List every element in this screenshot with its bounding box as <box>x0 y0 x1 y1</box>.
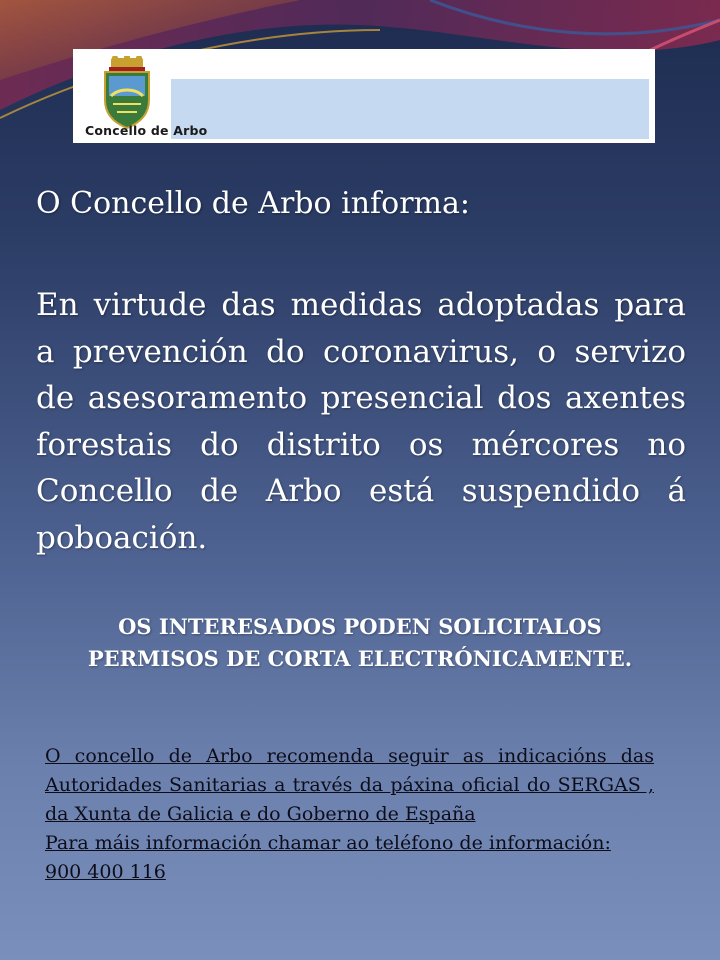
health-recommendation <box>45 742 654 887</box>
header-banner <box>73 49 655 143</box>
recommendation-text: O concello de Arbo recomenda seguir as indicacións das Autoridades Sanitarias a través da páxina oficial do SERGAS , da Xunta de Galicia e do Goberno de España <box>45 745 654 825</box>
info-line: Para máis información chamar ao teléfono de información: <box>45 832 611 854</box>
phone-number: 900 400 116 <box>45 861 166 883</box>
page-title: O Concello de Arbo informa: <box>36 186 470 221</box>
banner-band <box>171 79 649 139</box>
logo-text: Concello de Arbo <box>85 123 208 138</box>
notice-line-1: OS INTERESADOS PODEN SOLICITALOS <box>118 614 602 639</box>
electronic-permits-notice <box>60 611 660 675</box>
notice-line-2: PERMISOS DE CORTA ELECTRÓNICAMENTE. <box>87 646 633 671</box>
coat-of-arms-icon <box>89 56 165 132</box>
announcement-body: En virtude das medidas adoptadas para a prevención do coronavirus, o servizo de asesoramento presencial dos axentes forestais do distrito os mércores no Concello de Arbo está suspendido á poboación. <box>36 287 686 556</box>
